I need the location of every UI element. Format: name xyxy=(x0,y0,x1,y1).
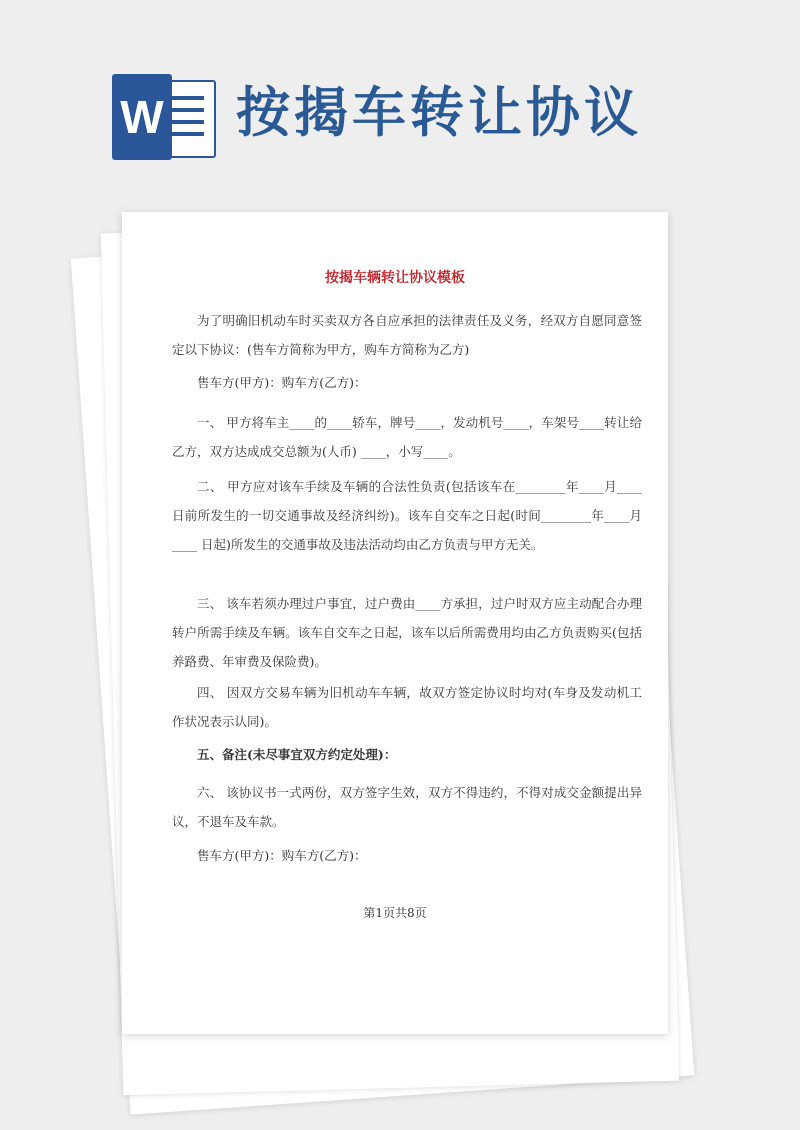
clause-6: 六、 该协议书一式两份，双方签字生效，双方不得违约，不得对成交金额提出异议，不退车及车款。 xyxy=(172,785,642,829)
clause-4: 四、 因双方交易车辆为旧机动车车辆，故双方签定协议时均对(车身及发动机工作状况表示认同)。 xyxy=(172,685,642,729)
clause-5: 五、备注(未尽事宜双方约定处理)： xyxy=(197,747,397,762)
clause-3: 三、 该车若须办理过户事宜，过户费由____方承担，过户时双方应主动配合办理转户所需手续及车辆。该车自交车之日起，该车以后所需费用均由乙方负责购买(包括养路费、年审费及保险费)。 xyxy=(172,596,642,669)
page-number: 第1页共8页 xyxy=(363,906,427,920)
clause-1: 一、 甲方将车主____的____轿车，牌号____，发动机号____，车架号____转让给乙方，双方达成成交总额为(人币) ____，小写____。 xyxy=(172,415,642,459)
word-document-icon xyxy=(112,74,216,160)
document-page xyxy=(122,212,668,1034)
banner xyxy=(0,0,800,190)
clause-2: 二、 甲方应对该车手续及车辆的合法性负责(包括该车在________年____月____ 日前所发生的一切交通事故及经济纠纷)。该车自交车之日起(时间________年____月____ 日起)所发生的交通事故及违法活动均由乙方负责与甲方无关。 xyxy=(172,479,642,552)
parties-line: 售车方(甲方)：购车方(乙方)： xyxy=(197,375,367,390)
intro-paragraph: 为了明确旧机动车时买卖双方各自应承担的法律责任及义务，经双方自愿同意签定以下协议：(售车方简称为甲方，购车方简称为乙方) xyxy=(172,313,642,357)
document-title: 按揭车辆转让协议模板 xyxy=(325,270,465,286)
word-icon-letter: W xyxy=(112,74,172,160)
signature-line: 售车方(甲方)：购车方(乙方)： xyxy=(197,848,367,863)
banner-title: 按揭车转让协议 xyxy=(236,81,642,144)
